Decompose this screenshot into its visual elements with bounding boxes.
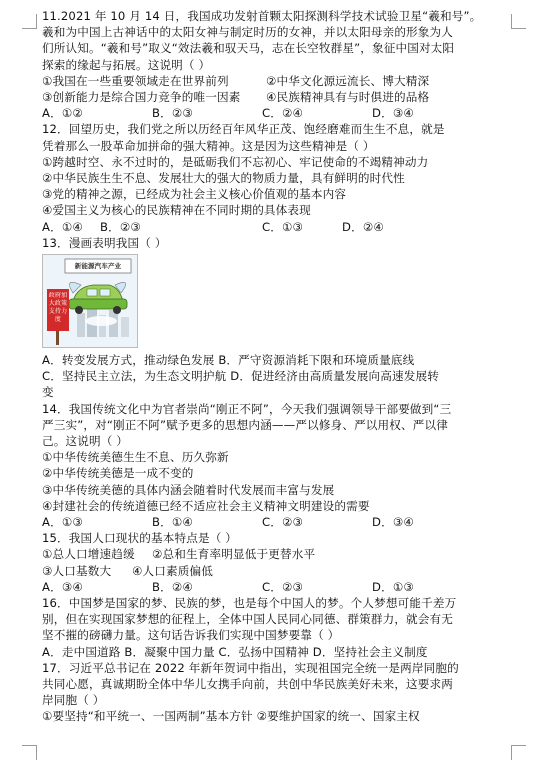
statement: ②中华文化源远流长、博大精深 bbox=[266, 73, 430, 88]
statement: ②总和生育率明显低于更替水平 bbox=[152, 547, 316, 562]
statement: ①我国在一些重要领域走在世界前列 bbox=[42, 73, 229, 88]
option-b[interactable]: B．②③ bbox=[152, 106, 193, 121]
option-b[interactable]: B．②③ bbox=[100, 219, 141, 234]
question-13 bbox=[42, 235, 508, 401]
statement-row bbox=[42, 73, 508, 89]
question-17 bbox=[42, 660, 508, 725]
option-d[interactable]: D．③④ bbox=[372, 515, 414, 530]
option-line[interactable]: A．走中国道路 B．凝聚中国力量 C．弘扬中国精神 D．坚持社会主义制度 bbox=[42, 644, 428, 659]
crop-mark-top-left bbox=[22, 14, 37, 29]
option-row bbox=[42, 514, 508, 530]
statement-row bbox=[42, 563, 508, 579]
option-c[interactable]: C．②③ bbox=[262, 579, 304, 594]
statement: ③中华传统美德的具体内涵会随着时代发展而丰富与发展 bbox=[42, 482, 335, 497]
statement: ④人口素质偏低 bbox=[132, 563, 214, 578]
question-15 bbox=[42, 530, 508, 595]
option-line: 变 bbox=[42, 385, 54, 400]
statement: ②中华民族生生不息、发展壮大的强大的物质力量，具有鲜明的时代性 bbox=[42, 170, 405, 185]
question-text-line: 岸同胞（ ） bbox=[42, 693, 105, 708]
question-text-line: 16．中国梦是国家的梦、民族的梦，也是每个中国人的梦。个人梦想可能千差万 bbox=[42, 595, 457, 610]
crop-mark-bottom-left bbox=[22, 745, 37, 760]
question-text-line: 们所认知。“羲和号”取义“效法羲和驭天马，志在长空牧群星”，象征中国对太阳 bbox=[42, 41, 455, 56]
statement: ③党的精神之源，已经成为社会主义核心价值观的基本内容 bbox=[42, 187, 347, 202]
option-a[interactable]: A．①② bbox=[42, 106, 83, 121]
statement: ④民族精神具有与时俱进的品格 bbox=[266, 90, 430, 104]
option-d[interactable]: D．②④ bbox=[342, 219, 384, 234]
crop-mark-top-right bbox=[511, 14, 526, 29]
option-d[interactable]: D．①③ bbox=[372, 579, 414, 594]
question-text-line: 探索的缘起与拓展。这说明（ ） bbox=[42, 57, 211, 72]
question-text-line: 凭着那么一股革命加拼命的强大精神。这是因为这些精神是（ ） bbox=[42, 138, 375, 153]
question-text-line: 12．回望历史，我们党之所以历经百年风华正茂、饱经磨难而生生不息，就是 bbox=[42, 122, 445, 137]
question-11 bbox=[42, 8, 508, 121]
question-text-line: 坚不摧的磅礴力量。这句话告诉我们实现中国梦要靠（ ） bbox=[42, 628, 340, 643]
cartoon-image bbox=[42, 254, 138, 348]
question-text-line: 己。这说明（ ） bbox=[42, 434, 129, 448]
option-a[interactable]: A．③④ bbox=[42, 579, 83, 594]
cartoon-board: 政府加大政策支持力度 bbox=[48, 291, 68, 323]
question-text-line: 共同心愿，真诚期盼全体中华儿女携手向前，共创中华民族美好未来，这要求两 bbox=[42, 676, 454, 691]
question-14 bbox=[42, 401, 508, 531]
question-text-line: 别，但在实现国家梦想的征程上，全体中国人民同心同德、群策群力，就会有无 bbox=[42, 612, 454, 627]
exam-document bbox=[42, 8, 508, 725]
option-b[interactable]: B．①④ bbox=[152, 515, 193, 530]
question-text-line: 严三实”，对“刚正不阿”赋予更多的思想内涵——严以修身、严以用权、严以律 bbox=[42, 417, 449, 432]
statement: ③创新能力是综合国力竞争的唯一因素 bbox=[42, 90, 241, 104]
option-d[interactable]: D．③④ bbox=[372, 106, 414, 121]
statement-line: ①要坚持“和平统一、一国两制”基本方针 ②要维护国家的统一、国家主权 bbox=[42, 709, 420, 724]
question-text-line: 13．漫画表明我国（ ） bbox=[42, 235, 167, 250]
option-c[interactable]: C．②③ bbox=[262, 515, 304, 530]
statement: ②中华传统美德是一成不变的 bbox=[42, 466, 194, 481]
question-text-line: 17．习近平总书记在 2022 年新年贺词中指出，实现祖国完全统一是两岸同胞的 bbox=[42, 660, 459, 675]
question-text-line: 14．我国传统文化中为官者崇尚“刚正不阿”，今天我们强调领导干部要做到“三 bbox=[42, 401, 452, 416]
statement: ①跨越时空、永不过时的，是砥砺我们不忘初心、牢记使命的不竭精神动力 bbox=[42, 154, 429, 169]
option-row bbox=[42, 219, 508, 235]
option-b[interactable]: B．②④ bbox=[152, 579, 193, 594]
option-line[interactable]: A．转变发展方式，推动绿色发展 B．严守资源消耗下限和环境质量底线 bbox=[42, 352, 415, 367]
option-row bbox=[42, 105, 508, 121]
statement: ④封建社会的传统道德已经不适应社会主义精神文明建设的需要 bbox=[42, 498, 370, 513]
option-c[interactable]: C．②④ bbox=[262, 106, 304, 121]
question-16 bbox=[42, 595, 508, 660]
option-a[interactable]: A．①④ bbox=[42, 219, 83, 234]
statement-row bbox=[42, 89, 508, 105]
question-text-line: 羲和为中国上古神话中的太阳女神与制定时历的女神，并以太阳母亲的形象为人 bbox=[42, 25, 454, 40]
statement: ④爱国主义为核心的民族精神在不同时期的具体表现 bbox=[42, 203, 311, 218]
statement: ①中华传统美德生生不息、历久弥新 bbox=[42, 450, 229, 465]
option-line[interactable]: C．坚持民主立法，为生态文明护航 D．促进经济由高质量发展向高速发展转 bbox=[42, 369, 439, 384]
statement: ③人口基数大 bbox=[42, 563, 112, 578]
question-text-line: 15．我国人口现状的基本特点是（ ） bbox=[42, 531, 238, 546]
option-row bbox=[42, 579, 508, 595]
question-12 bbox=[42, 121, 508, 234]
option-c[interactable]: C．①③ bbox=[262, 219, 304, 234]
crop-mark-bottom-right bbox=[511, 745, 526, 760]
cartoon-sign: 新能源汽车产业 bbox=[74, 261, 122, 270]
question-text-line: 11.2021 年 10 月 14 日，我国成功发射首颗太阳探测科学技术试验卫星“羲和号”。 bbox=[42, 9, 482, 23]
option-a[interactable]: A．①③ bbox=[42, 515, 83, 530]
statement-row bbox=[42, 546, 508, 562]
statement: ①总人口增速趋缓 bbox=[42, 547, 135, 562]
